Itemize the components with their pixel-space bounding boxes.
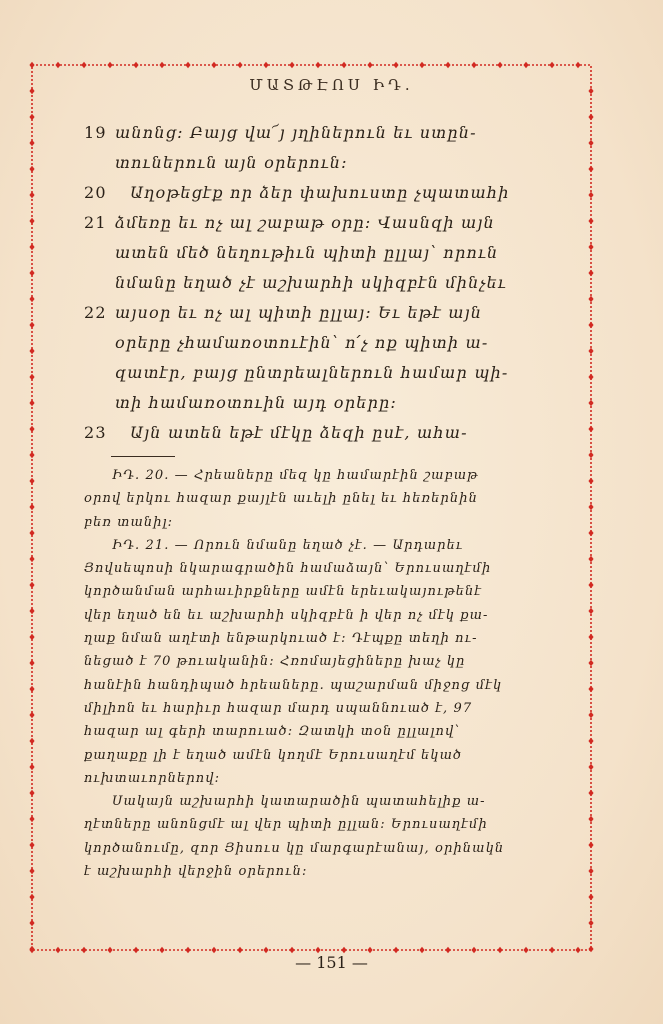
border-ornament	[588, 946, 593, 952]
border-ornament	[81, 62, 86, 68]
footnote-line	[84, 511, 554, 534]
verse-line	[84, 418, 554, 448]
border-ornament	[29, 322, 34, 328]
border-ornament	[29, 244, 34, 250]
footnotes	[84, 464, 554, 883]
verse-number: 21	[84, 213, 107, 232]
border-ornament	[393, 62, 398, 68]
border-ornament	[588, 738, 593, 744]
border-ornament	[237, 62, 242, 68]
border-ornament	[497, 62, 502, 68]
footnote-text: վեր եղած են եւ աշխարհի սկիզբէն ի վեր ոչ մէկ քա-	[84, 607, 489, 623]
border-ornament	[263, 62, 268, 68]
border-ornament	[549, 62, 554, 68]
footnote-text: ուխտաւորներով։	[84, 770, 221, 786]
border-ornament	[29, 764, 34, 770]
footnote-text: կործանումը, զոր Յիսուս կը մարգարէանայ, օրինակն	[84, 840, 505, 856]
border-ornament	[419, 62, 424, 68]
border-ornament	[588, 530, 593, 536]
border-ornament	[29, 608, 34, 614]
verse-text: ձմեռը եւ ոչ ալ շաբաթ օրը։ Վասնզի այն	[115, 213, 495, 232]
border-ornament	[588, 504, 593, 510]
scripture-text	[84, 118, 554, 448]
verse-text: օրերը չհամառօտուէին՝ ո՛չ ոք պիտի ա-	[115, 333, 489, 352]
footnote-line	[84, 837, 554, 860]
footnote-divider	[111, 456, 175, 457]
border-ornament	[211, 62, 216, 68]
border-ornament	[588, 244, 593, 250]
footnote-line	[84, 604, 554, 627]
footnote-line	[84, 767, 554, 790]
border-ornament	[29, 296, 34, 302]
footnote-text: ԻԴ. 21. — Որուն նմանը եղած չէ. — Արդարեւ	[112, 537, 464, 553]
border-ornament	[588, 582, 593, 588]
border-ornament	[29, 816, 34, 822]
footnote-line	[84, 720, 554, 743]
border-ornament	[185, 62, 190, 68]
border-ornament	[289, 62, 294, 68]
border-ornament	[588, 686, 593, 692]
border-ornament	[133, 62, 138, 68]
border-ornament	[29, 270, 34, 276]
page-header-title: ՄԱՏԹԷՈՍ ԻԴ.	[249, 76, 414, 94]
verse-text: անոնց։ Բայց վա՜յ յղիներուն եւ ստըն-	[115, 123, 477, 142]
verse-text: զատէր, բայց ընտրեալներուն համար պի-	[115, 363, 509, 382]
verse-line	[84, 178, 554, 208]
border-ornament	[107, 62, 112, 68]
footnote-line	[84, 790, 554, 813]
border-ornament	[29, 504, 34, 510]
footnote-line	[84, 487, 554, 510]
border-ornament	[588, 478, 593, 484]
footnote-text: օրով երկու հազար քայլէն աւելի ընել եւ հեռերնին	[84, 491, 478, 507]
border-ornament	[29, 166, 34, 172]
footnote-line	[84, 534, 554, 557]
border-ornament	[588, 452, 593, 458]
footnote-line	[84, 744, 554, 767]
border-ornament	[29, 894, 34, 900]
footnote-text: ԻԴ. 20. — Հրեաները մեզ կը համարէին շաբաթ	[112, 468, 479, 483]
border-ornament	[29, 868, 34, 874]
border-ornament	[29, 842, 34, 848]
border-ornament	[588, 868, 593, 874]
verse-line	[84, 268, 554, 298]
footnote-text: քաղաքը լի է եղած ամէն կողմէ Երուսաղէմ եկած	[84, 747, 463, 763]
footnote-text: է աշխարհի վերջին օրերուն։	[84, 864, 308, 880]
border-ornament	[29, 738, 34, 744]
verse-number: 20	[84, 183, 107, 202]
border-ornament	[315, 62, 320, 68]
verse-text: Այն ատեն եթէ մէկը ձեզի ըսէ, ահա-	[130, 423, 468, 442]
footnote-line	[84, 580, 554, 603]
border-ornament	[29, 660, 34, 666]
border-ornament	[29, 114, 34, 120]
border-ornament	[29, 218, 34, 224]
footnote-line	[84, 697, 554, 720]
footnote-line	[84, 627, 554, 650]
footnote-text: Սակայն աշխարհի կատարածին պատահելիք ա-	[112, 794, 486, 810]
border-ornament	[588, 842, 593, 848]
verse-text: տուներուն այն օրերուն։	[115, 153, 348, 172]
border-ornament	[55, 62, 60, 68]
footnote-text: ղաք նման աղէտի ենթարկուած է։ Դէպքը տեղի ու-	[84, 631, 478, 647]
footnote-line	[84, 557, 554, 580]
border-ornament	[588, 556, 593, 562]
verse-text: տի համառօտուին այդ օրերը։	[115, 393, 397, 412]
footnote-text: ղէտները անոնցմէ ալ վեր պիտի ըլլան։ Երուսաղէմի	[84, 817, 488, 833]
border-ornament	[29, 920, 34, 926]
border-ornament	[367, 62, 372, 68]
footnote-text: հանէին հանդիպած հրեաները. պաշարման միջոց մէկ	[84, 677, 503, 693]
verse-line	[84, 208, 554, 238]
border-ornament	[588, 426, 593, 432]
border-ornament	[29, 790, 34, 796]
border-ornament	[29, 530, 34, 536]
border-ornament	[29, 400, 34, 406]
border-ornament	[29, 686, 34, 692]
border-ornament	[29, 348, 34, 354]
border-ornament	[29, 192, 34, 198]
border-ornament	[588, 920, 593, 926]
border-ornament	[588, 634, 593, 640]
footnote-text: բեռ տանիլ։	[84, 514, 174, 530]
border-ornament	[29, 452, 34, 458]
border-ornament	[159, 62, 164, 68]
border-ornament	[588, 322, 593, 328]
verse-line	[84, 358, 554, 388]
footnote-text: կործանման արհաւիրքները ամէն երեւակայութենէ	[84, 584, 483, 600]
border-ornament	[29, 140, 34, 146]
border-ornament	[588, 348, 593, 354]
border-ornament	[29, 478, 34, 484]
verse-text: այսօր եւ ոչ ալ պիտի ըլլայ։ Եւ եթէ այն	[115, 303, 483, 322]
verse-line	[84, 388, 554, 418]
page-number: — 151 —	[295, 953, 368, 972]
verse-line	[84, 148, 554, 178]
border-ornament	[29, 634, 34, 640]
border-ornament	[471, 62, 476, 68]
border-ornament	[588, 764, 593, 770]
verse-line	[84, 298, 554, 328]
border-ornament	[588, 140, 593, 146]
verse-text: նմանը եղած չէ աշխարհի սկիզբէն մինչեւ	[115, 273, 507, 292]
footnote-line	[84, 860, 554, 883]
footnote-text: հազար ալ գերի տարուած։ Զատկի տօն ըլլալով՝	[84, 724, 461, 740]
border-ornament	[588, 270, 593, 276]
verse-text: Աղօթեցէք որ ձեր փախուստը չպատահի	[130, 183, 510, 202]
border-ornament	[29, 712, 34, 718]
border-ornament	[588, 790, 593, 796]
border-ornament	[588, 660, 593, 666]
border-ornament	[588, 296, 593, 302]
border-ornament	[588, 374, 593, 380]
border-ornament	[588, 192, 593, 198]
border-ornament	[575, 62, 580, 68]
border-ornament	[523, 62, 528, 68]
border-ornament	[588, 712, 593, 718]
border-ornament	[588, 218, 593, 224]
border-ornament	[588, 400, 593, 406]
verse-number: 22	[84, 303, 107, 322]
border-ornament	[29, 556, 34, 562]
border-ornament	[588, 114, 593, 120]
verse-line	[84, 118, 554, 148]
verse-number: 19	[84, 123, 107, 142]
border-ornament	[588, 166, 593, 172]
footnote-line	[84, 464, 554, 487]
border-ornament	[588, 608, 593, 614]
border-ornament	[588, 816, 593, 822]
footnote-line	[84, 674, 554, 697]
border-ornament	[29, 426, 34, 432]
border-ornament	[29, 946, 34, 952]
footnote-line	[84, 813, 554, 836]
footnote-line	[84, 650, 554, 673]
footnote-text: Յովսեպոսի նկարագրածին համաձայն՝ Երուսաղէմի	[84, 561, 492, 577]
verse-line	[84, 238, 554, 268]
border-ornament	[29, 374, 34, 380]
border-ornament	[588, 894, 593, 900]
border-ornament	[445, 62, 450, 68]
border-ornament	[29, 582, 34, 588]
border-ornament	[29, 62, 34, 68]
border-ornament	[341, 62, 346, 68]
verse-line	[84, 328, 554, 358]
verse-text: ատեն մեծ նեղութիւն պիտի ըլլայ՝ որուն	[115, 243, 499, 262]
footnote-text: միլիոն եւ հարիւր հազար մարդ սպաննուած է, 97	[84, 700, 473, 716]
footnote-text: նեցած է 70 թուականին։ Հռոմայեցիները խաչ կը	[84, 654, 466, 670]
verse-number: 23	[84, 423, 107, 442]
